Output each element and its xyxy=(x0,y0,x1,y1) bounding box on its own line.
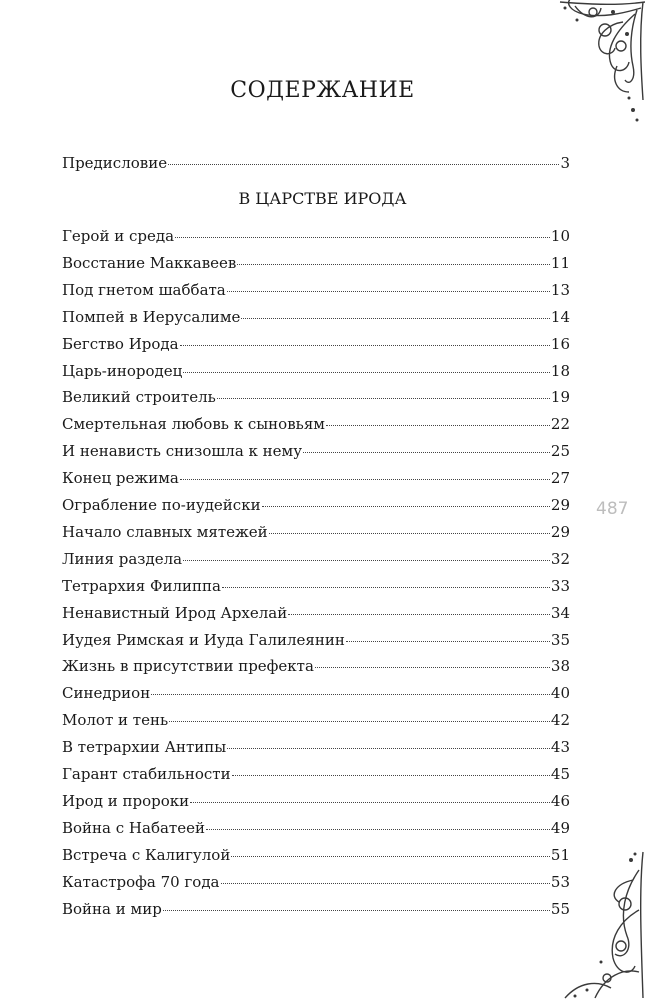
dot-leader xyxy=(346,641,550,642)
toc-entry[interactable] xyxy=(62,764,570,784)
section-title: В ЦАРСТВЕ ИРОДА xyxy=(238,189,407,208)
toc-entry-title: Тетрархия Филиппа xyxy=(62,576,221,595)
toc-entry-page: 13 xyxy=(550,280,570,299)
toc-entry-title: Катастрофа 70 года xyxy=(62,872,220,891)
toc-entry-page: 51 xyxy=(550,845,570,864)
toc-entry-title: Жизнь в присутствии префекта xyxy=(62,657,314,676)
toc-entry-page: 27 xyxy=(550,469,570,488)
toc-entry-page: 55 xyxy=(550,899,570,918)
dot-leader xyxy=(183,372,550,373)
toc-entry[interactable] xyxy=(62,226,570,246)
page-title: СОДЕРЖАНИЕ xyxy=(230,78,415,103)
toc-entry-title: Бегство Ирода xyxy=(62,334,179,353)
toc-entry-page: 3 xyxy=(560,154,570,172)
toc-entry[interactable] xyxy=(62,845,570,865)
toc-entry-title: Царь-инородец xyxy=(62,361,183,380)
toc-entry-title: Конец режима xyxy=(62,469,179,488)
toc-entry[interactable] xyxy=(62,361,570,381)
toc-entry[interactable] xyxy=(62,522,570,542)
dot-leader xyxy=(227,748,550,749)
toc-entry-title: Ненавистный Ирод Архелай xyxy=(62,603,288,622)
toc-entry-title: И ненависть снизошла к нему xyxy=(62,442,303,461)
dot-leader xyxy=(169,721,550,722)
toc-entry-title: Синедрион xyxy=(62,684,151,703)
toc-entry-page: 46 xyxy=(550,791,570,810)
dot-leader xyxy=(231,856,550,857)
toc-entry-page: 29 xyxy=(550,496,570,514)
toc-entry[interactable] xyxy=(62,737,570,757)
toc-entry[interactable] xyxy=(62,656,570,676)
toc-entry-page: 10 xyxy=(550,227,570,245)
dot-leader xyxy=(227,291,550,292)
toc-entry-page: 19 xyxy=(550,388,570,407)
toc-entry-page: 29 xyxy=(550,522,570,541)
toc-entry[interactable] xyxy=(62,630,570,650)
toc-entry-title: Помпей в Иерусалиме xyxy=(62,307,241,326)
toc-entry-page: 33 xyxy=(550,576,570,595)
toc-entry-title: Предисловие xyxy=(62,154,168,172)
toc-entry[interactable] xyxy=(62,899,570,919)
toc-entry-page: 45 xyxy=(550,765,570,783)
toc-entry[interactable] xyxy=(62,495,570,515)
page-number: 487 xyxy=(596,499,629,519)
dot-leader xyxy=(222,587,550,588)
dot-leader xyxy=(206,829,550,830)
toc-entry-title: Под гнетом шаббата xyxy=(62,280,226,299)
toc-entry-title: Гарант стабильности xyxy=(62,765,231,783)
dot-leader xyxy=(221,883,550,884)
toc-entry[interactable] xyxy=(62,387,570,407)
dot-leader xyxy=(241,318,549,319)
toc-entry-page: 32 xyxy=(550,549,570,568)
toc-entry-page: 49 xyxy=(550,818,570,837)
toc-entry-title: Герой и среда xyxy=(62,227,175,245)
toc-entry[interactable] xyxy=(62,576,570,596)
toc-entry-title: Линия раздела xyxy=(62,549,183,568)
corner-ornament-top-right xyxy=(505,0,645,135)
toc-entry-title: Молот и тень xyxy=(62,711,169,730)
dot-leader xyxy=(180,479,550,480)
toc-entry-preface[interactable] xyxy=(62,153,570,173)
dot-leader xyxy=(269,533,550,534)
toc-entry-page: 34 xyxy=(550,603,570,622)
toc-entry-title: В тетрархии Антипы xyxy=(62,738,227,757)
toc-entry-page: 22 xyxy=(550,415,570,434)
toc-entry-page: 35 xyxy=(550,630,570,649)
toc-entry-title: Ирод и пророки xyxy=(62,791,190,810)
dot-leader xyxy=(175,237,550,238)
dot-leader xyxy=(237,264,550,265)
dot-leader xyxy=(326,425,550,426)
toc-entry-title: Война с Набатеей xyxy=(62,818,205,837)
dot-leader xyxy=(232,775,550,776)
toc-entry[interactable] xyxy=(62,818,570,838)
toc-entry-page: 42 xyxy=(550,711,570,730)
dot-leader xyxy=(217,398,550,399)
dot-leader xyxy=(288,614,550,615)
toc-entry[interactable] xyxy=(62,710,570,730)
toc-entry[interactable] xyxy=(62,307,570,327)
toc-entry-page: 16 xyxy=(550,334,570,353)
toc-entry[interactable] xyxy=(62,872,570,892)
toc-entry-title: Иудея Римская и Иуда Галилеянин xyxy=(62,630,345,649)
toc-entry-title: Встреча с Калигулой xyxy=(62,845,231,864)
toc-entry-title: Ограбление по-иудейски xyxy=(62,496,261,514)
toc-entry-page: 38 xyxy=(550,657,570,676)
dot-leader xyxy=(163,910,550,911)
dot-leader xyxy=(168,164,559,165)
toc-entry-title: Восстание Маккавеев xyxy=(62,253,237,272)
toc-entry[interactable] xyxy=(62,414,570,434)
toc-entry[interactable] xyxy=(62,468,570,488)
toc-entry[interactable] xyxy=(62,549,570,569)
toc-entry[interactable] xyxy=(62,334,570,354)
dot-leader xyxy=(190,802,550,803)
toc-entry-page: 53 xyxy=(550,872,570,891)
toc-entry-page: 18 xyxy=(550,361,570,380)
toc-entry-page: 25 xyxy=(550,442,570,461)
dot-leader xyxy=(151,694,550,695)
dot-leader xyxy=(262,506,550,507)
toc-entry-page: 11 xyxy=(550,253,570,272)
toc-entry[interactable] xyxy=(62,683,570,703)
dot-leader xyxy=(303,452,550,453)
dot-leader xyxy=(180,345,550,346)
toc-entry-page: 43 xyxy=(550,738,570,757)
toc-entry-page: 14 xyxy=(550,307,570,326)
toc-entry-page: 40 xyxy=(550,684,570,703)
toc-entry[interactable] xyxy=(62,280,570,300)
dot-leader xyxy=(315,667,550,668)
toc-entry[interactable] xyxy=(62,791,570,811)
dot-leader xyxy=(183,560,550,561)
toc-entry-title: Великий строитель xyxy=(62,388,216,407)
toc-entry[interactable] xyxy=(62,603,570,623)
toc-entry-title: Смертельная любовь к сыновьям xyxy=(62,415,325,434)
toc-entry[interactable] xyxy=(62,441,570,461)
toc-entry[interactable] xyxy=(62,253,570,273)
toc-entry-title: Начало славных мятежей xyxy=(62,522,268,541)
toc-entry-title: Война и мир xyxy=(62,899,162,918)
